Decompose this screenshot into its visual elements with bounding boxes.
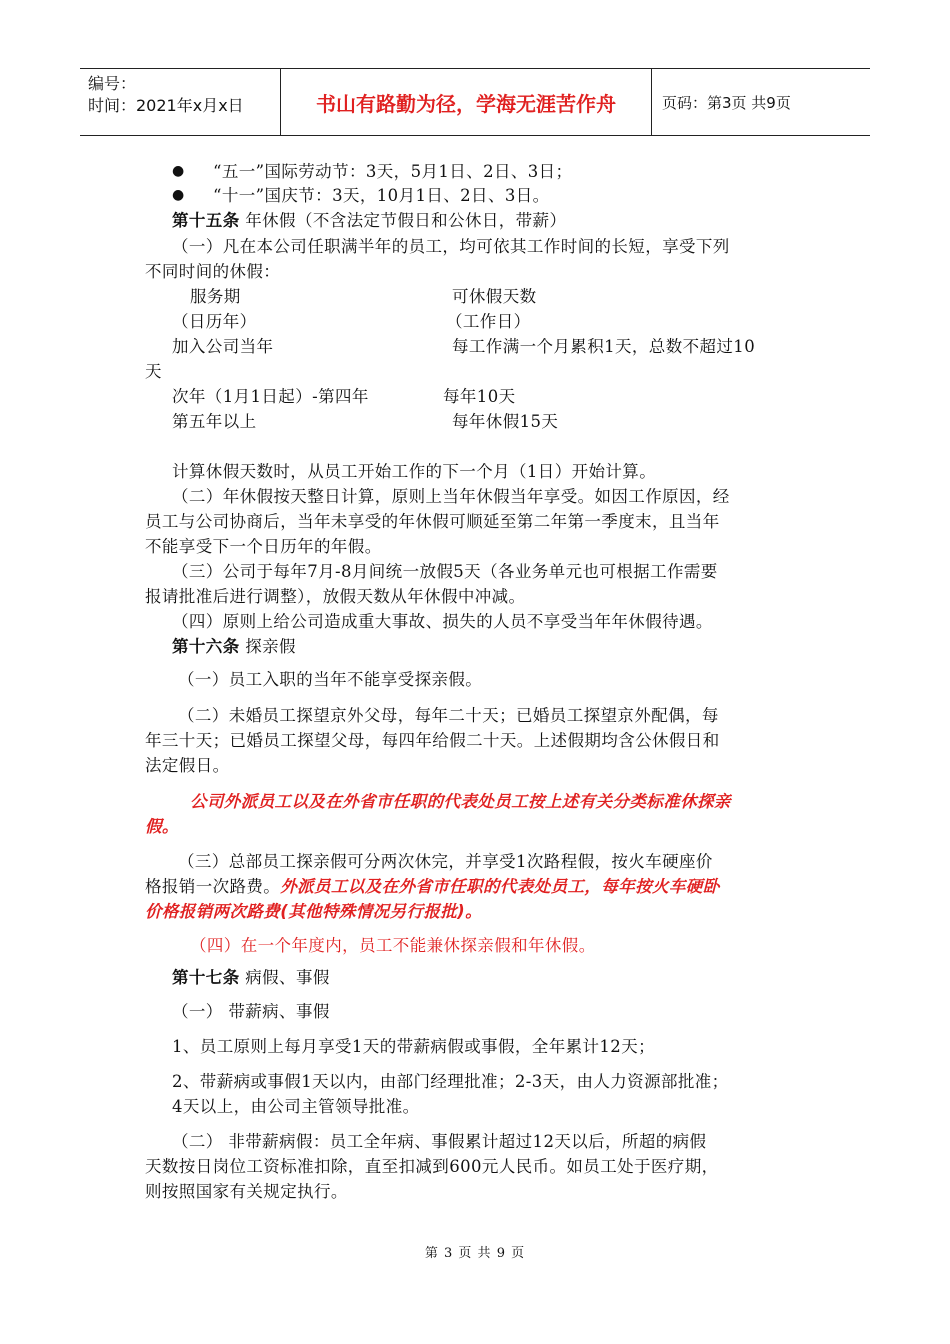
article-17-heading	[172, 966, 330, 990]
paragraph: 4天以上，由公司主管领导批准。	[172, 1097, 420, 1116]
table-cell: 天	[145, 362, 162, 381]
paragraph: 法定假日。	[145, 756, 230, 775]
article-15-title: 第十五条	[172, 211, 240, 230]
time-label: 时间：2021年x月x日	[88, 96, 244, 115]
document-header	[80, 68, 870, 136]
paragraph: 则按照国家有关规定执行。	[145, 1182, 348, 1201]
paragraph: （二） 非带薪病假：员工全年病、事假累计超过12天以后，所超的病假	[172, 1132, 707, 1151]
highlighted-note: 外派员工以及在外省市任职的代表处员工，每年按火车硬卧	[280, 877, 720, 896]
paragraph: 员工与公司协商后，当年未享受的年休假可顺延至第二年第一季度末，且当年	[145, 512, 720, 531]
paragraph: 年三十天；已婚员工探望父母，每四年给假二十天。上述假期均含公休假日和	[145, 731, 720, 750]
paragraph: （二）未婚员工探望京外父母，每年二十天；已婚员工探望京外配偶，每	[178, 706, 719, 725]
article-15-text: 年休假（不含法定节假日和公休日，带薪）	[239, 211, 567, 230]
paragraph: （三）公司于每年7月-8月间统一放假5天（各业务单元也可根据工作需要	[172, 562, 718, 581]
table-cell: 每年10天	[443, 387, 516, 406]
paragraph: 1、员工原则上每月享受1天的带薪病假或事假，全年累计12天；	[172, 1037, 655, 1056]
paragraph: （三）总部员工探亲假可分两次休完，并享受1次路程假，按火车硬座价	[178, 852, 713, 871]
paragraph: （一）员工入职的当年不能享受探亲假。	[178, 670, 483, 689]
code-label: 编号：	[88, 74, 137, 93]
header-motto: 书山有路勤为径，学海无涯苦作舟	[280, 69, 652, 135]
paragraph: （四）原则上给公司造成重大事故、损失的人员不享受当年年休假待遇。	[172, 612, 713, 631]
paragraph: 2、带薪病或事假1天以内，由部门经理批准；2-3天，由人力资源部批准；	[172, 1072, 729, 1091]
table-header-days-unit: （工作日）	[446, 312, 531, 331]
article-16-heading	[172, 635, 296, 659]
page-footer: 第 3 页 共 9 页	[424, 1246, 526, 1261]
paragraph: 计算休假天数时，从员工开始工作的下一个月（1日）开始计算。	[172, 462, 657, 481]
table-cell: 第五年以上	[172, 412, 257, 431]
paragraph: （二）年休假按天整日计算，原则上当年休假当年享受。如因工作原因，经	[172, 487, 730, 506]
paragraph: 不能享受下一个日历年的年假。	[145, 537, 382, 556]
article-15-heading	[172, 209, 566, 233]
article-16-text: 探亲假	[239, 637, 296, 656]
paragraph-text: 格报销一次路费。	[145, 877, 281, 896]
table-header-service-unit: （日历年）	[172, 312, 257, 331]
table-cell: 次年（1月1日起）-第四年	[172, 387, 369, 406]
table-cell: 每工作满一个月累积1天，总数不超过10	[452, 337, 756, 356]
article-17-text: 病假、事假	[239, 968, 330, 987]
header-meta	[80, 69, 280, 135]
table-cell: 每年休假15天	[452, 412, 559, 431]
paragraph: （一） 带薪病、事假	[172, 1002, 330, 1021]
highlighted-paragraph: （四）在一个年度内，员工不能兼休探亲假和年休假。	[190, 936, 596, 955]
article-17-title: 第十七条	[172, 968, 240, 987]
article-16-title: 第十六条	[172, 637, 240, 656]
header-page-number: 页码：第3页 共9页	[662, 93, 791, 112]
highlighted-note: 假。	[145, 817, 179, 836]
bullet-icon: ●	[172, 163, 185, 179]
bullet-may-day: “五一”国际劳动节：3天，5月1日、2日、3日；	[213, 162, 573, 181]
paragraph: （一）凡在本公司任职满半年的员工，均可依其工作时间的长短，享受下列	[172, 237, 730, 256]
highlighted-note: 价格报销两次路费(其他特殊情况另行报批)。	[145, 902, 482, 921]
table-cell: 加入公司当年	[172, 337, 274, 356]
bullet-national-day: “十一”国庆节：3天，10月1日、2日、3日。	[213, 186, 550, 205]
paragraph: 报请批准后进行调整），放假天数从年休假中冲减。	[145, 587, 526, 606]
table-header-days: 可休假天数	[452, 287, 537, 306]
paragraph: 天数按日岗位工资标准扣除，直至扣减到600元人民币。如员工处于医疗期，	[145, 1157, 719, 1176]
paragraph-mixed	[145, 875, 720, 899]
table-header-service: 服务期	[190, 287, 241, 306]
bullet-icon: ●	[172, 187, 185, 203]
paragraph: 不同时间的休假：	[145, 262, 281, 281]
highlighted-note: 公司外派员工以及在外省市任职的代表处员工按上述有关分类标准休探亲	[190, 792, 731, 811]
